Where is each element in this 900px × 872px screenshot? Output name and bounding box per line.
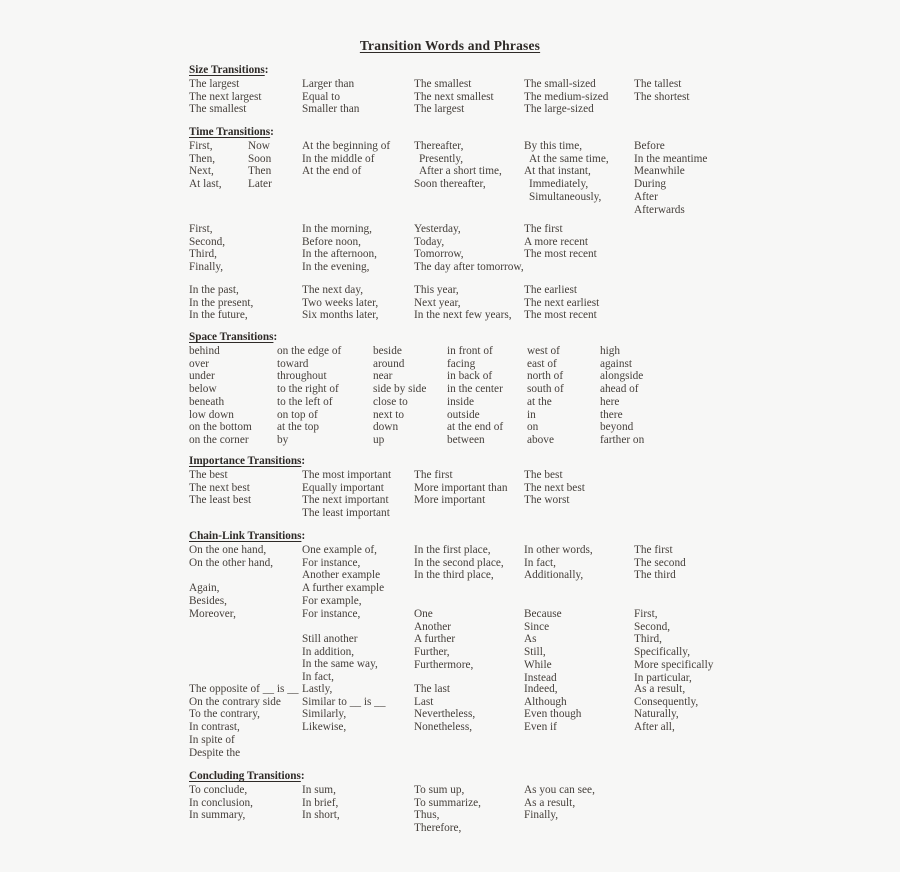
- section-body-space: [189, 345, 889, 449]
- column: [634, 683, 698, 734]
- list-item: As a result,: [524, 796, 576, 809]
- list-item: In the future,: [189, 309, 248, 322]
- list-item: Last: [414, 695, 434, 708]
- column: [189, 78, 262, 116]
- section-body-chain-link-2-col2: [189, 633, 889, 685]
- list-item: Third,: [634, 633, 662, 646]
- list-item: Another example: [302, 569, 381, 582]
- list-item: Still,: [524, 646, 546, 659]
- list-item: Simultaneously,: [529, 190, 602, 203]
- list-item: Smaller than: [302, 103, 360, 116]
- column: [414, 683, 475, 734]
- list-item: In the first place,: [414, 544, 491, 556]
- list-item: Second,: [634, 620, 671, 633]
- list-item: east of: [527, 357, 557, 370]
- column: [600, 345, 644, 447]
- list-item: By this time,: [524, 140, 583, 152]
- list-item: Soon: [248, 152, 272, 165]
- list-item: To conclude,: [189, 784, 248, 796]
- list-item: While: [524, 658, 552, 671]
- list-item: on the corner: [189, 434, 249, 447]
- list-item: In the present,: [189, 296, 254, 309]
- page-title: [0, 38, 900, 54]
- column: [634, 544, 686, 582]
- list-item: The largest: [189, 78, 240, 90]
- list-item: More specifically: [634, 658, 714, 671]
- column: [524, 223, 597, 261]
- list-item: north of: [527, 370, 564, 383]
- section-size-transitions: [189, 64, 889, 118]
- section-heading-importance: Importance Transitions:: [189, 455, 306, 467]
- list-item: For instance,: [302, 607, 361, 620]
- list-item: For example,: [302, 594, 362, 607]
- list-item: Soon thereafter,: [414, 178, 486, 191]
- list-item: Naturally,: [634, 708, 679, 721]
- list-item: Despite the: [189, 746, 241, 759]
- list-item: The next day,: [302, 284, 364, 296]
- list-item: In particular,: [634, 671, 692, 684]
- list-item: around: [373, 357, 405, 370]
- list-item: Even though: [524, 708, 582, 721]
- list-item: The most important: [302, 469, 392, 481]
- list-item: The last: [414, 683, 451, 695]
- list-item: facing: [447, 357, 476, 370]
- list-item: Yesterday,: [414, 223, 461, 235]
- list-item: Thereafter,: [414, 140, 464, 152]
- list-item: above: [527, 434, 554, 447]
- list-item: At the beginning of: [302, 140, 391, 152]
- list-item: to the left of: [277, 395, 333, 408]
- list-item: Likewise,: [302, 721, 347, 734]
- list-item: At last,: [189, 178, 222, 191]
- list-item: As: [524, 633, 537, 646]
- list-item: The third: [634, 569, 676, 582]
- column: [302, 78, 359, 116]
- list-item: Again,: [189, 582, 220, 595]
- list-item: The best: [189, 469, 228, 481]
- list-item: in back of: [447, 370, 493, 383]
- list-item: ahead of: [600, 383, 639, 396]
- list-item: One: [414, 608, 433, 620]
- section-body-size: [189, 78, 889, 118]
- column: [302, 223, 377, 274]
- list-item: Six months later,: [302, 309, 379, 322]
- list-item: Consequently,: [634, 695, 699, 708]
- column: [414, 223, 524, 274]
- list-item: south of: [527, 383, 564, 396]
- list-item: Indeed,: [524, 683, 558, 695]
- section-heading-size: Size Transitions:: [189, 64, 269, 76]
- list-item: between: [447, 434, 485, 447]
- section-concluding-transitions: [189, 770, 889, 838]
- list-item: After a short time,: [419, 165, 502, 178]
- list-item: In brief,: [302, 796, 339, 809]
- list-item: up: [373, 434, 385, 447]
- list-item: To the contrary,: [189, 708, 260, 721]
- list-item: Before noon,: [302, 235, 361, 248]
- list-item: The earliest: [524, 284, 578, 296]
- column: [524, 544, 593, 582]
- list-item: by: [277, 434, 289, 447]
- column: [527, 345, 564, 447]
- column: [302, 633, 378, 684]
- list-item: Two weeks later,: [302, 296, 379, 309]
- list-item: The next important: [302, 494, 389, 507]
- column: [414, 544, 504, 582]
- section-heading-chain-link: Chain-Link Transitions:: [189, 530, 306, 542]
- list-item: Lastly,: [302, 683, 333, 695]
- list-item: To summarize,: [414, 796, 481, 809]
- list-item: under: [189, 370, 215, 383]
- list-item: The next best: [189, 481, 250, 494]
- list-item: The worst: [524, 494, 570, 507]
- list-item: Presently,: [419, 152, 464, 165]
- list-item: In the evening,: [302, 261, 370, 274]
- list-item: The tallest: [634, 78, 682, 90]
- list-item: on top of: [277, 408, 318, 421]
- list-item: Finally,: [524, 809, 559, 822]
- list-item: alongside: [600, 370, 644, 383]
- list-item: Nonetheless,: [414, 721, 473, 734]
- list-item: close to: [373, 395, 408, 408]
- list-item: throughout: [277, 370, 327, 383]
- list-item: For instance,: [302, 556, 361, 569]
- list-item: over: [189, 357, 210, 370]
- list-item: Now: [248, 140, 270, 152]
- list-item: The large-sized: [524, 103, 594, 116]
- column: [302, 284, 378, 322]
- list-item: First,: [634, 608, 658, 620]
- column: [373, 345, 426, 447]
- list-item: This year,: [414, 284, 459, 296]
- list-item: next to: [373, 408, 405, 421]
- list-item: The shortest: [634, 90, 690, 103]
- section-heading-concluding: Concluding Transitions:: [189, 770, 305, 782]
- list-item: A further: [414, 633, 456, 646]
- column: [302, 140, 390, 178]
- list-item: Equally important: [302, 481, 384, 494]
- section-importance-transitions: [189, 455, 889, 523]
- list-item: Instead: [524, 671, 557, 684]
- list-item: The first: [414, 469, 453, 481]
- list-item: outside: [447, 408, 480, 421]
- list-item: near: [373, 370, 393, 383]
- list-item: Then,: [189, 152, 216, 165]
- list-item: to the right of: [277, 383, 339, 396]
- list-item: In contrast,: [189, 721, 240, 734]
- column: [189, 469, 251, 507]
- list-item: In the next few years,: [414, 309, 512, 322]
- list-item: Similar to __ is __: [302, 695, 386, 708]
- column: [189, 140, 222, 191]
- list-item: Before: [634, 140, 665, 152]
- column: [189, 284, 253, 322]
- section-time-transitions-block3: [189, 284, 889, 324]
- column: [248, 140, 272, 191]
- list-item: below: [189, 383, 217, 396]
- list-item: On the one hand,: [189, 544, 267, 556]
- list-item: on: [527, 421, 539, 434]
- list-item: farther on: [600, 434, 645, 447]
- list-item: In the past,: [189, 284, 239, 296]
- list-item: Equal to: [302, 90, 340, 103]
- section-chain-link-block2-col2: [189, 633, 889, 685]
- list-item: In other words,: [524, 544, 593, 556]
- list-item: At the end of: [302, 165, 362, 178]
- list-item: Third,: [189, 248, 217, 261]
- list-item: At the same time,: [529, 152, 609, 165]
- list-item: Another: [414, 620, 452, 633]
- list-item: side by side: [373, 383, 427, 396]
- list-item: In the afternoon,: [302, 248, 377, 261]
- section-time-transitions: [189, 126, 889, 220]
- list-item: In the third place,: [414, 569, 494, 582]
- list-item: Afterwards: [634, 203, 685, 216]
- list-item: Then: [248, 165, 272, 178]
- list-item: The medium-sized: [524, 90, 609, 103]
- list-item: After all,: [634, 721, 675, 734]
- list-item: After: [634, 190, 658, 203]
- list-item: The largest: [414, 103, 465, 116]
- column: [414, 284, 512, 322]
- list-item: The smallest: [189, 103, 247, 116]
- list-item: Still another: [302, 633, 358, 645]
- list-item: One example of,: [302, 544, 377, 556]
- list-item: beside: [373, 345, 402, 357]
- list-item: In fact,: [302, 671, 334, 684]
- list-item: Thus,: [414, 809, 440, 822]
- list-item: Therefore,: [414, 822, 462, 835]
- list-item: As you can see,: [524, 784, 595, 796]
- column: [302, 683, 385, 734]
- list-item: low down: [189, 408, 234, 421]
- list-item: The next best: [524, 481, 585, 494]
- list-item: On the contrary side: [189, 695, 281, 708]
- column: [524, 469, 585, 507]
- list-item: A more recent: [524, 235, 588, 248]
- list-item: The second: [634, 556, 686, 569]
- column: [447, 345, 503, 447]
- column: [302, 784, 340, 822]
- list-item: The best: [524, 469, 563, 481]
- list-item: on the edge of: [277, 345, 342, 357]
- list-item: at the top: [277, 421, 320, 434]
- column: [302, 469, 391, 520]
- column: [524, 683, 581, 734]
- column: [634, 78, 690, 103]
- list-item: On the other hand,: [189, 556, 274, 569]
- section-body-importance: [189, 469, 889, 523]
- list-item: In summary,: [189, 809, 246, 822]
- list-item: Meanwhile: [634, 165, 685, 178]
- list-item: in front of: [447, 345, 493, 357]
- section-body-time-3: [189, 284, 889, 324]
- list-item: In addition,: [302, 645, 355, 658]
- list-item: Next,: [189, 165, 214, 178]
- list-item: As a result,: [634, 683, 686, 695]
- column: [524, 284, 599, 322]
- list-item: At that instant,: [524, 165, 591, 178]
- list-item: down: [373, 421, 399, 434]
- list-item: Even if: [524, 721, 557, 734]
- section-heading-space: Space Transitions:: [189, 331, 278, 343]
- list-item: behind: [189, 345, 220, 357]
- list-item: Today,: [414, 235, 445, 248]
- list-item: here: [600, 395, 620, 408]
- list-item: in the center: [447, 383, 503, 396]
- list-item: Tomorrow,: [414, 248, 464, 261]
- column: [634, 140, 707, 216]
- column: [277, 345, 341, 447]
- list-item: beneath: [189, 395, 225, 408]
- section-body-chain-link-3: [189, 683, 889, 761]
- section-body-time-2: [189, 223, 889, 275]
- list-item: In sum,: [302, 784, 336, 796]
- list-item: In short,: [302, 809, 340, 822]
- list-item: The opposite of __ is __: [189, 683, 299, 695]
- list-item: inside: [447, 395, 474, 408]
- list-item: In conclusion,: [189, 796, 254, 809]
- section-space-transitions: [189, 331, 889, 449]
- list-item: Later: [248, 178, 272, 191]
- section-chain-link-block3: [189, 683, 889, 761]
- list-item: More important: [414, 494, 486, 507]
- section-body-time: [189, 140, 889, 220]
- list-item: First,: [189, 223, 213, 235]
- list-item: The next smallest: [414, 90, 494, 103]
- list-item: beyond: [600, 421, 634, 434]
- list-item: Because: [524, 608, 562, 620]
- column: [189, 784, 253, 822]
- list-item: at the end of: [447, 421, 504, 434]
- list-item: The next largest: [189, 90, 262, 103]
- list-item: on the bottom: [189, 421, 252, 434]
- list-item: at the: [527, 395, 552, 408]
- column: [524, 78, 608, 116]
- list-item: west of: [527, 345, 560, 357]
- list-item: The first: [634, 544, 673, 556]
- list-item: Besides,: [189, 594, 227, 607]
- list-item: Second,: [189, 235, 226, 248]
- list-item: The most recent: [524, 248, 597, 261]
- list-item: In the morning,: [302, 223, 372, 235]
- list-item: Moreover,: [189, 607, 236, 620]
- list-item: In the same way,: [302, 658, 378, 671]
- list-item: In fact,: [524, 556, 556, 569]
- column: [524, 140, 609, 204]
- list-item: The next earliest: [524, 296, 600, 309]
- list-item: In the meantime: [634, 152, 708, 165]
- column: [189, 345, 252, 447]
- list-item: The day after tomorrow,: [414, 261, 524, 274]
- list-item: Larger than: [302, 78, 355, 90]
- section-time-transitions-block2: [189, 223, 889, 275]
- list-item: The smallest: [414, 78, 472, 90]
- column: [414, 784, 481, 835]
- list-item: high: [600, 345, 621, 357]
- list-item: A further example: [302, 582, 385, 595]
- column: [189, 223, 225, 274]
- list-item: More important than: [414, 481, 508, 494]
- list-item: Although: [524, 695, 567, 708]
- list-item: Furthermore,: [414, 658, 474, 671]
- list-item: The most recent: [524, 309, 597, 322]
- list-item: against: [600, 357, 632, 370]
- section-heading-time: Time Transitions:: [189, 126, 274, 138]
- list-item: Immediately,: [529, 178, 589, 191]
- list-item: Next year,: [414, 296, 461, 309]
- column: [524, 784, 595, 822]
- section-body-concluding: [189, 784, 889, 838]
- list-item: toward: [277, 357, 309, 370]
- list-item: In spite of: [189, 733, 235, 746]
- column: [414, 140, 502, 191]
- list-item: Since: [524, 620, 550, 633]
- column: [189, 683, 299, 759]
- list-item: The least important: [302, 507, 390, 520]
- list-item: Similarly,: [302, 708, 347, 721]
- list-item: Specifically,: [634, 646, 691, 659]
- list-item: The first: [524, 223, 563, 235]
- list-item: To sum up,: [414, 784, 465, 796]
- list-item: The small-sized: [524, 78, 596, 90]
- list-item: Additionally,: [524, 569, 584, 582]
- list-item: In the middle of: [302, 152, 375, 165]
- list-item: Nevertheless,: [414, 708, 476, 721]
- list-item: During: [634, 178, 667, 191]
- column: [414, 469, 508, 507]
- list-item: in: [527, 408, 536, 421]
- list-item: In the second place,: [414, 556, 504, 569]
- column: [414, 78, 494, 116]
- list-item: Further,: [414, 646, 450, 659]
- list-item: there: [600, 408, 623, 421]
- list-item: First,: [189, 140, 213, 152]
- list-item: Finally,: [189, 261, 224, 274]
- list-item: The least best: [189, 494, 252, 507]
- page-title-text: Transition Words and Phrases: [359, 38, 541, 53]
